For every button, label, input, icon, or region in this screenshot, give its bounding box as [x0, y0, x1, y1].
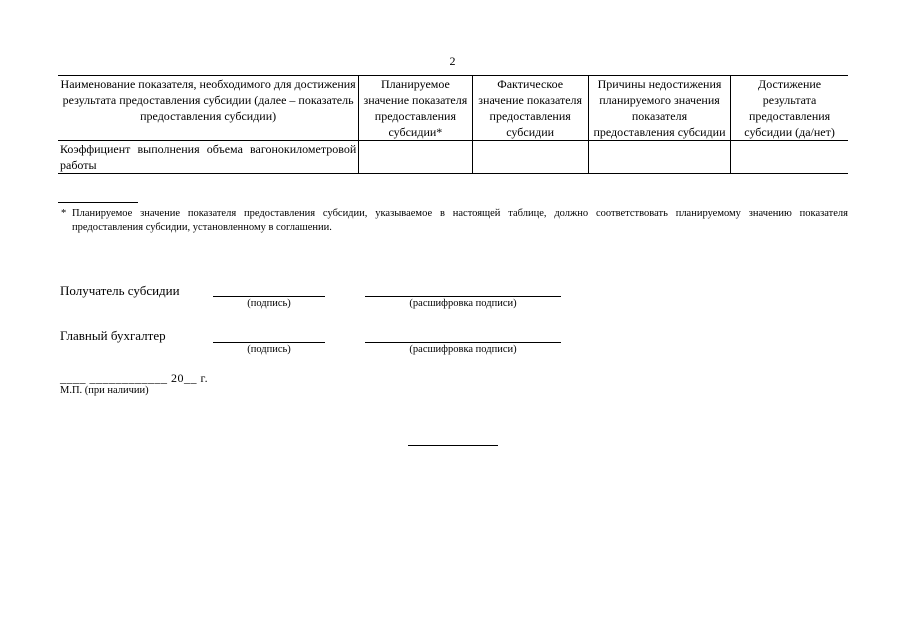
table-header-row: [58, 76, 848, 141]
footnote-separator: [58, 202, 138, 203]
header-actual-value: Фактическое значение показателя предоставления субсидии: [472, 76, 588, 141]
footnote-mark: *: [61, 208, 67, 219]
header-failure-reasons: Причины недостижения планируемого значения показателя предоставления субсидии: [588, 76, 730, 141]
recipient-signature-line: [213, 296, 325, 297]
header-result-achieved: Достижение результата предоставления субсидии (да/нет): [744, 77, 835, 139]
footnote-text: Планируемое значение показателя предоставления субсидии, указываемое в настоящей таблице, должно соответствовать планируемому значению показателя предоставления субсидии, установленному в соглашении.: [72, 208, 848, 233]
footnote: [58, 207, 848, 235]
recipient-decoding-line: [365, 296, 561, 297]
end-separator: [408, 445, 498, 446]
chief-accountant-decoding-line: [365, 342, 561, 343]
indicators-table: [58, 75, 848, 174]
chief-accountant-decoding-caption: (расшифровка подписи): [409, 344, 517, 355]
recipient-signature-caption: (подпись): [247, 298, 291, 309]
cell-planned-value: [359, 141, 472, 174]
header-indicator-name: Наименование показателя, необходимого для достижения результата предоставления субсидии (далее – показатель предоставления субсидии): [58, 76, 359, 141]
chief-accountant-label: Главный бухгалтер: [60, 328, 166, 343]
page-number: 2: [449, 54, 456, 68]
cell-actual-value: [472, 141, 588, 174]
cell-failure-reasons: [588, 141, 730, 174]
cell-result-achieved: [731, 141, 848, 174]
date-line: ____ ____________ 20__ г.: [60, 371, 209, 385]
recipient-label: Получатель субсидии: [60, 283, 180, 298]
chief-accountant-signature-caption: (подпись): [247, 344, 291, 355]
header-planned-value: Планируемое значение показателя предоставления субсидии*: [359, 76, 472, 141]
chief-accountant-signature-line: [213, 342, 325, 343]
cell-indicator-name: Коэффициент выполнения объема вагонокилометровой работы: [58, 141, 359, 174]
stamp-note: М.П. (при наличии): [60, 385, 149, 396]
table-row: [58, 141, 848, 174]
recipient-decoding-caption: (расшифровка подписи): [409, 298, 517, 309]
